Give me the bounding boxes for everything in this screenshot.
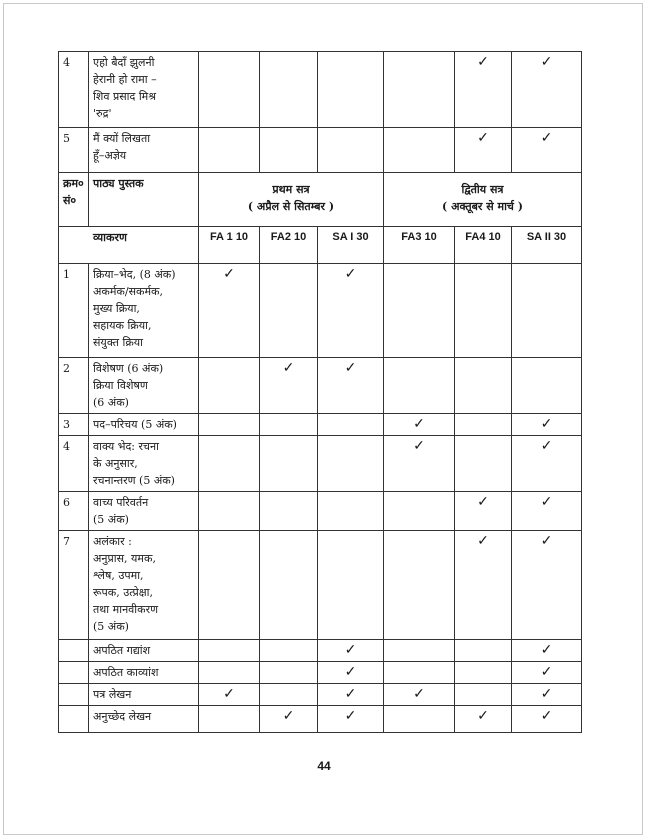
topic-line: (6 अंक)	[93, 396, 129, 409]
topic-cell	[89, 531, 199, 640]
section-label-text: व्याकरण	[93, 231, 127, 244]
empty-cell	[455, 358, 512, 414]
check-mark-icon: ✓	[260, 358, 318, 414]
serial-number	[59, 684, 89, 706]
empty-cell	[199, 414, 260, 436]
empty-cell	[318, 436, 384, 492]
term1-title: प्रथम सत्र	[272, 183, 310, 196]
header-row	[59, 173, 582, 227]
topic-cell	[89, 662, 199, 684]
empty-cell	[199, 492, 260, 531]
check-mark-icon: ✓	[318, 640, 384, 662]
empty-cell	[318, 414, 384, 436]
empty-cell	[455, 640, 512, 662]
book-header: पाठ्य पुस्तक	[89, 173, 199, 227]
empty-cell	[455, 436, 512, 492]
empty-cell	[384, 264, 455, 358]
topic-line: संयुक्त क्रिया	[93, 336, 144, 349]
check-mark-icon: ✓	[199, 264, 260, 358]
serial-number: 5	[59, 128, 89, 173]
table-row	[59, 531, 582, 640]
topic-line: (5 अंक)	[93, 620, 129, 633]
empty-cell	[199, 52, 260, 128]
topic-cell	[89, 264, 199, 358]
topic-line: मैं क्यों लिखता	[93, 132, 151, 145]
empty-cell	[199, 662, 260, 684]
syllabus-table	[58, 51, 582, 733]
empty-cell	[260, 52, 318, 128]
table-row	[59, 640, 582, 662]
empty-cell	[455, 414, 512, 436]
table-row	[59, 128, 582, 173]
empty-cell	[384, 492, 455, 531]
term2-header	[384, 173, 582, 227]
check-mark-icon: ✓	[455, 128, 512, 173]
empty-cell	[318, 492, 384, 531]
topic-line: क्रिया विशेषण	[93, 379, 148, 392]
check-mark-icon: ✓	[455, 52, 512, 128]
serial-number	[59, 662, 89, 684]
check-mark-icon: ✓	[512, 414, 582, 436]
empty-cell	[384, 358, 455, 414]
topic-cell	[89, 52, 199, 128]
col-sa1: SA I 30	[318, 227, 384, 264]
empty-cell	[260, 684, 318, 706]
serial-header-line1: क्रम०	[63, 177, 84, 190]
check-mark-icon: ✓	[318, 662, 384, 684]
empty-cell	[384, 662, 455, 684]
topic-line: क्रिया–भेद, (8 अंक)	[93, 268, 176, 281]
table-header	[59, 173, 582, 264]
serial-header-line2: सं०	[63, 194, 77, 207]
empty-cell	[199, 640, 260, 662]
empty-cell	[260, 531, 318, 640]
topic-line: श्लेष, उपमा,	[93, 569, 144, 582]
check-mark-icon: ✓	[512, 662, 582, 684]
check-mark-icon: ✓	[318, 264, 384, 358]
topic-cell	[89, 684, 199, 706]
table-row	[59, 492, 582, 531]
col-fa2: FA2 10	[260, 227, 318, 264]
term2-subtitle: ( अक्तूबर से मार्च )	[442, 200, 523, 213]
table-row	[59, 264, 582, 358]
topic-cell	[89, 706, 199, 733]
check-mark-icon: ✓	[512, 52, 582, 128]
empty-cell	[384, 128, 455, 173]
page-number: 44	[317, 759, 331, 773]
topic-line: के अनुसार,	[93, 457, 138, 470]
term1-subtitle: ( अप्रैल से सितम्बर )	[247, 200, 335, 213]
empty-cell	[260, 436, 318, 492]
table-row	[59, 414, 582, 436]
topic-line: वाच्य परिवर्तन	[93, 496, 149, 509]
empty-cell	[318, 531, 384, 640]
topic-line: हेरानी हो रामा –	[93, 73, 157, 86]
topic-line: एहो बैदाँ झुलनी	[93, 56, 155, 69]
empty-cell	[384, 52, 455, 128]
table-row	[59, 358, 582, 414]
grammar-rows	[59, 264, 582, 733]
topic-cell	[89, 414, 199, 436]
topic-cell	[89, 358, 199, 414]
empty-cell	[318, 128, 384, 173]
check-mark-icon: ✓	[512, 531, 582, 640]
serial-number: 2	[59, 358, 89, 414]
empty-cell	[455, 684, 512, 706]
topic-cell	[89, 128, 199, 173]
check-mark-icon: ✓	[512, 706, 582, 733]
topic-line: तथा मानवीकरण	[93, 603, 159, 616]
check-mark-icon: ✓	[199, 684, 260, 706]
topic-line: रूपक, उत्प्रेक्षा,	[93, 586, 153, 599]
term1-header	[199, 173, 384, 227]
topic-line: अलंकार :	[93, 535, 132, 548]
serial-header	[59, 173, 89, 227]
empty-cell	[199, 436, 260, 492]
empty-cell	[512, 358, 582, 414]
serial-number: 4	[59, 52, 89, 128]
empty-cell	[260, 128, 318, 173]
empty-cell	[455, 662, 512, 684]
check-mark-icon: ✓	[384, 684, 455, 706]
empty-cell	[260, 640, 318, 662]
serial-number: 1	[59, 264, 89, 358]
topic-line: पत्र लेखन	[93, 688, 132, 701]
topic-line: रचनान्तरण (5 अंक)	[93, 474, 175, 487]
empty-cell	[199, 358, 260, 414]
topic-line: अनुप्रास, यमक,	[93, 552, 156, 565]
column-header-row	[59, 227, 582, 264]
term2-title: द्वितीय सत्र	[461, 183, 504, 196]
empty-cell	[455, 264, 512, 358]
check-mark-icon: ✓	[455, 531, 512, 640]
check-mark-icon: ✓	[512, 640, 582, 662]
empty-cell	[512, 264, 582, 358]
check-mark-icon: ✓	[384, 414, 455, 436]
check-mark-icon: ✓	[512, 128, 582, 173]
empty-cell	[384, 706, 455, 733]
topic-line: हूँ–अज्ञेय	[93, 149, 127, 162]
table-row	[59, 52, 582, 128]
serial-number	[59, 640, 89, 662]
empty-cell	[199, 531, 260, 640]
check-mark-icon: ✓	[455, 706, 512, 733]
table-row	[59, 706, 582, 733]
topic-line: 'रुद्र'	[93, 107, 112, 120]
serial-number: 4	[59, 436, 89, 492]
topic-cell	[89, 640, 199, 662]
topic-cell	[89, 436, 199, 492]
top-rows	[59, 52, 582, 173]
topic-line: मुख्य क्रिया,	[93, 302, 140, 315]
empty-cell	[384, 531, 455, 640]
topic-cell	[89, 492, 199, 531]
col-fa3: FA3 10	[384, 227, 455, 264]
check-mark-icon: ✓	[512, 684, 582, 706]
table-row	[59, 662, 582, 684]
topic-line: अपठित काव्यांश	[93, 666, 159, 679]
check-mark-icon: ✓	[455, 492, 512, 531]
topic-line: शिव प्रसाद मिश्र	[93, 90, 157, 103]
topic-line: अकर्मक/सकर्मक,	[93, 285, 163, 298]
check-mark-icon: ✓	[260, 706, 318, 733]
topic-line: विशेषण (6 अंक)	[93, 362, 164, 375]
empty-cell	[260, 662, 318, 684]
topic-line: अपठित गद्यांश	[93, 644, 151, 657]
table-row	[59, 436, 582, 492]
col-fa4: FA4 10	[455, 227, 512, 264]
empty-cell	[384, 640, 455, 662]
topic-line: सहायक क्रिया,	[93, 319, 152, 332]
empty-cell	[199, 706, 260, 733]
check-mark-icon: ✓	[318, 706, 384, 733]
serial-number: 3	[59, 414, 89, 436]
check-mark-icon: ✓	[384, 436, 455, 492]
topic-line: पद–परिचय (5 अंक)	[93, 418, 177, 431]
check-mark-icon: ✓	[318, 684, 384, 706]
topic-line: वाक्य भेद: रचना	[93, 440, 159, 453]
col-fa1: FA 1 10	[199, 227, 260, 264]
serial-number: 6	[59, 492, 89, 531]
table-row	[59, 684, 582, 706]
topic-line: अनुच्छेद लेखन	[93, 710, 152, 723]
empty-cell	[260, 492, 318, 531]
serial-number	[59, 706, 89, 733]
check-mark-icon: ✓	[512, 436, 582, 492]
empty-cell	[260, 414, 318, 436]
topic-line: (5 अंक)	[93, 513, 129, 526]
check-mark-icon: ✓	[512, 492, 582, 531]
empty-cell	[260, 264, 318, 358]
col-sa2: SA II 30	[512, 227, 582, 264]
serial-number: 7	[59, 531, 89, 640]
empty-cell	[199, 128, 260, 173]
check-mark-icon: ✓	[318, 358, 384, 414]
section-label	[59, 227, 199, 264]
empty-cell	[318, 52, 384, 128]
